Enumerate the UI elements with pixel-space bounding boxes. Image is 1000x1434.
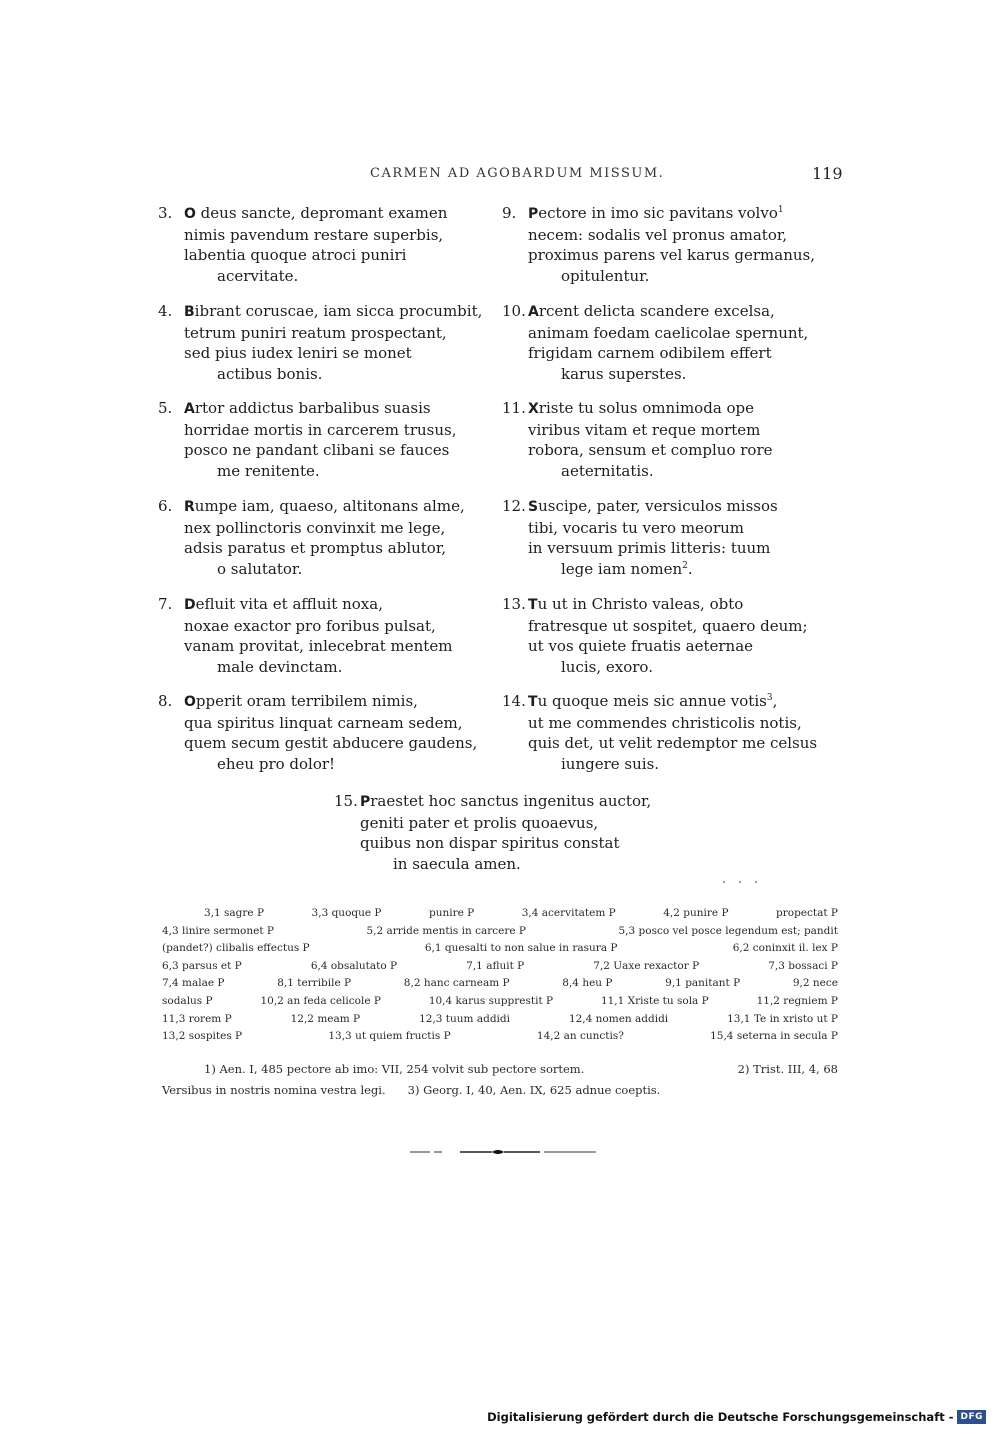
- apparatus-entry: 6,3 parsus et P: [162, 959, 242, 972]
- verse-line: [184, 245, 447, 266]
- verse-line: [184, 225, 447, 246]
- verse-line: [184, 713, 477, 734]
- verse-line: [184, 691, 477, 713]
- verse-text: ibrant coruscae, iam sicca procumbit,: [194, 302, 483, 320]
- apparatus-row: [162, 923, 838, 941]
- stanza-number: 11.: [502, 399, 526, 417]
- apparatus-entry: 6,4 obsalutato P: [310, 959, 398, 972]
- verse-line: [528, 496, 778, 518]
- apparatus-entry: 3,4 acervitatem P: [521, 907, 616, 919]
- verse-text: deus sancte, depromant examen: [195, 204, 448, 222]
- verse-text: u ut in Christo valeas, obto: [537, 595, 744, 613]
- stanza-15: [334, 791, 652, 874]
- critical-apparatus: [162, 905, 838, 1046]
- verse-text: adsis paratus et promptus ablutor,: [184, 539, 447, 558]
- verse-line: [184, 616, 452, 637]
- apparatus-entry: propectat P: [776, 907, 838, 919]
- apparatus-entry: 12,3 tuum addidi: [419, 1012, 510, 1025]
- initial-letter: A: [184, 401, 195, 417]
- stanza-9: [502, 203, 815, 286]
- apparatus-entry: 5,2 arride mentis in carcere P: [366, 924, 526, 937]
- apparatus-entry: 8,2 hanc carneam P: [403, 977, 510, 990]
- stanza-number: 7.: [158, 595, 173, 613]
- apparatus-row: [162, 1028, 838, 1046]
- verse-text: frigidam carnem odibilem effert: [528, 344, 772, 363]
- verse-text: ectore in imo sic pavitans volvo: [538, 204, 778, 222]
- footnote-row: [162, 1059, 838, 1080]
- verse-line: [360, 833, 651, 854]
- verse-line: [528, 364, 808, 385]
- stanza-number: 12.: [502, 497, 526, 515]
- apparatus-entry: 3,3 quoque P: [311, 907, 382, 919]
- spacer-dots: [720, 878, 760, 886]
- footnote-ref: 3: [766, 693, 773, 703]
- stanza-number: 3.: [158, 204, 173, 222]
- verse-line: [528, 733, 817, 754]
- apparatus-entry: 7,1 afluit P: [466, 959, 525, 972]
- verse-line: [184, 364, 482, 385]
- verse-line: [184, 343, 482, 364]
- verse-text: quem secum gestit abducere gaudens,: [184, 734, 478, 753]
- verse-text: actibus bonis.: [217, 364, 323, 383]
- verse-text: uscipe, pater, versiculos missos: [538, 497, 778, 515]
- verse-line: [528, 225, 815, 246]
- apparatus-entry: 5,3 posco vel posce legendum est; pandit: [618, 924, 838, 937]
- verse-line: [528, 461, 773, 482]
- verse-line: [184, 496, 465, 518]
- verse-line: [528, 266, 815, 287]
- stanza-12: [502, 496, 778, 579]
- apparatus-entry: sodalus P: [162, 994, 213, 1007]
- apparatus-entry: punire P: [429, 907, 475, 919]
- verse-text: male devinctam.: [217, 657, 343, 676]
- footnote-text: 1) Aen. I, 485 pectore ab imo: VII, 254 volvit sub pectore sortem.: [204, 1062, 585, 1076]
- verse-line: [184, 559, 465, 580]
- stanza-number: 4.: [158, 302, 173, 320]
- verse-text: necem: sodalis vel pronus amator,: [528, 225, 788, 244]
- page-number: 119: [812, 164, 843, 183]
- apparatus-entry: 7,4 malae P: [162, 977, 225, 990]
- stanza-14: [502, 691, 818, 774]
- verse-text: raestet hoc sanctus ingenitus auctor,: [370, 792, 652, 810]
- verse-text: quibus non dispar spiritus constat: [360, 834, 620, 853]
- stanza-number: 9.: [502, 204, 517, 222]
- verse-text: proximus parens vel karus germanus,: [528, 246, 815, 265]
- verse-text: rcent delicta scandere excelsa,: [538, 302, 775, 320]
- apparatus-entry: 15,4 seterna in secula P: [710, 1030, 838, 1043]
- initial-letter: R: [184, 499, 195, 515]
- verse-text: robora, sensum et compluo rore: [528, 441, 773, 460]
- apparatus-entry: 14,2 an cunctis?: [536, 1030, 624, 1043]
- apparatus-entry: (pandet?) clibalis effectus P: [162, 942, 310, 955]
- verse-line: [528, 323, 808, 344]
- verse-text: lucis, exoro.: [561, 657, 653, 676]
- verse-line: [184, 203, 447, 225]
- apparatus-entry: 11,2 regniem P: [756, 994, 838, 1007]
- stanza-number: 14.: [502, 692, 526, 710]
- verse-line: [184, 440, 456, 461]
- verse-text: in versuum primis litteris: tuum: [528, 539, 771, 558]
- apparatus-entry: 4,3 linire sermonet P: [162, 924, 274, 937]
- initial-letter: D: [184, 597, 196, 613]
- verse-text: me renitente.: [217, 461, 320, 480]
- verse-text: lege iam nomen: [561, 559, 683, 578]
- footnote-text: 2) Trist. III, 4, 68: [737, 1062, 838, 1076]
- verse-text: rtor addictus barbalibus suasis: [194, 399, 431, 417]
- apparatus-row: [162, 958, 838, 976]
- verse-text: horridae mortis in carcerem trusus,: [184, 420, 457, 439]
- initial-letter: O: [184, 206, 196, 222]
- verse-line: [528, 343, 808, 364]
- initial-letter: A: [528, 304, 539, 320]
- verse-text: pperit oram terribilem nimis,: [195, 692, 418, 710]
- stanza-4: [158, 301, 483, 384]
- initial-letter: P: [528, 206, 539, 222]
- footnotes: [162, 1059, 838, 1100]
- footnote-text: Versibus in nostris nomina vestra legi.: [162, 1082, 386, 1097]
- initial-letter: B: [184, 304, 195, 320]
- stanza-number: 10.: [502, 302, 526, 320]
- verse-text: u quoque meis sic annue votis: [537, 692, 767, 710]
- verse-text: tetrum puniri reatum prospectant,: [184, 323, 447, 342]
- apparatus-row: [162, 940, 838, 958]
- apparatus-entry: 6,2 coninxit il. lex P: [732, 942, 838, 955]
- verse-line: [528, 301, 808, 323]
- initial-letter: O: [184, 694, 196, 710]
- footnote-ref: 2: [682, 560, 688, 571]
- verse-line: [184, 538, 465, 559]
- verse-text: sed pius iudex leniri se monet: [184, 344, 412, 363]
- verse-line: [528, 518, 778, 539]
- verse-line: [528, 616, 808, 637]
- stanza-11: [502, 398, 773, 481]
- verse-line: [360, 813, 651, 834]
- initial-letter: T: [528, 694, 538, 710]
- apparatus-entry: 13,3 ut quiem fructis P: [328, 1030, 451, 1043]
- verse-line: [184, 636, 452, 657]
- verse-text: quis det, ut velit redemptor me celsus: [528, 734, 818, 753]
- verse-line: [528, 538, 778, 559]
- verse-line: [528, 754, 817, 775]
- verse-line: [528, 594, 808, 616]
- verse-line: lege iam nomen$^2$.: [561, 559, 693, 578]
- verse-line: [184, 398, 456, 420]
- verse-text: nimis pavendum restare superbis,: [184, 225, 444, 244]
- verse-line: [528, 657, 808, 678]
- verse-text: labentia quoque atroci puniri: [184, 246, 407, 265]
- stanza-number: 15.: [334, 792, 358, 810]
- verse-line: [184, 594, 452, 616]
- verse-text: o salutator.: [217, 559, 303, 578]
- apparatus-entry: 3,1 sagre P: [204, 907, 265, 919]
- verse-text: iungere suis.: [561, 754, 660, 773]
- initial-letter: T: [528, 597, 538, 613]
- funding-footer: [487, 1410, 986, 1424]
- ornament-divider: [410, 1146, 596, 1158]
- verse-line: [528, 203, 815, 225]
- funding-note: Digitalisierung gefördert durch die Deutsche Forschungsgemeinschaft -: [487, 1410, 954, 1424]
- stanza-5: [158, 398, 457, 481]
- stanza-7: [158, 594, 453, 677]
- initial-letter: P: [360, 794, 371, 810]
- apparatus-entry: 8,4 heu P: [562, 977, 613, 990]
- verse-text: fratresque ut sospitet, quaero deum;: [528, 616, 808, 635]
- apparatus-entry: 6,1 quesalti to non salue in rasura P: [424, 942, 618, 955]
- apparatus-entry: 12,4 nomen addidi: [568, 1012, 669, 1025]
- verse-line: [184, 301, 482, 323]
- verse-text: noxae exactor pro foribus pulsat,: [184, 616, 436, 635]
- verse-line: [184, 518, 465, 539]
- apparatus-entry: 7,3 bossaci P: [768, 959, 838, 972]
- stanza-number: 13.: [502, 595, 526, 613]
- footnote-text: 3) Georg. I, 40, Aen. IX, 625 adnue coeptis.: [407, 1082, 661, 1097]
- verse-line: Tu quoque meis sic annue votis$^3$,: [528, 692, 778, 710]
- stanza-number: 6.: [158, 497, 173, 515]
- apparatus-entry: 10,2 an feda celicole P: [260, 994, 381, 1007]
- stanza-13: [502, 594, 808, 677]
- apparatus-entry: 12,2 meam P: [290, 1012, 361, 1025]
- apparatus-entry: 4,2 punire P: [663, 907, 729, 919]
- verse-text: in saecula amen.: [393, 854, 521, 873]
- verse-text: nex pollinctoris convinxit me lege,: [184, 518, 446, 537]
- verse-text: vanam provitat, inlecebrat mentem: [184, 637, 453, 656]
- verse-text: posco ne pandant clibani se fauces: [184, 441, 450, 460]
- stanza-number: 8.: [158, 692, 173, 710]
- apparatus-entry: 8,1 terribile P: [277, 977, 352, 990]
- footnote-row: [162, 1080, 838, 1101]
- apparatus-row: [162, 905, 838, 923]
- apparatus-entry: 13,2 sospites P: [162, 1030, 243, 1043]
- verse-line: [528, 440, 773, 461]
- stanza-6: [158, 496, 465, 579]
- verse-text: animam foedam caelicolae spernunt,: [528, 323, 809, 342]
- verse-line: [528, 636, 808, 657]
- verse-line: [184, 733, 477, 754]
- verse-line: [360, 791, 651, 813]
- verse-line: [528, 245, 815, 266]
- apparatus-entry: 13,1 Te in xristo ut P: [727, 1012, 838, 1025]
- verse-text: viribus vitam et reque mortem: [528, 420, 761, 439]
- verse-text: ut vos quiete fruatis aeternae: [528, 637, 754, 656]
- initial-letter: S: [528, 499, 539, 515]
- running-title: CARMEN AD AGOBARDUM MISSUM.: [370, 166, 665, 181]
- verse-text: eheu pro dolor!: [217, 754, 336, 773]
- verse-line: [184, 657, 452, 678]
- apparatus-entry: 9,1 panitant P: [665, 977, 741, 990]
- verse-text: geniti pater et prolis quoaevus,: [360, 813, 599, 832]
- stanza-10: [502, 301, 809, 384]
- verse-text: aeternitatis.: [561, 461, 654, 480]
- verse-line: [184, 461, 456, 482]
- verse-line: [184, 323, 482, 344]
- verse-text: ut me commendes christicolis notis,: [528, 713, 802, 732]
- stanza-3: [158, 203, 448, 286]
- apparatus-entry: 9,2 nece: [792, 977, 838, 990]
- verse-line: [528, 420, 773, 441]
- initial-letter: X: [528, 401, 539, 417]
- verse-line: [184, 420, 456, 441]
- verse-text: tibi, vocaris tu vero meorum: [528, 518, 745, 537]
- verse-text: riste tu solus omnimoda ope: [538, 399, 755, 417]
- verse-line: [184, 266, 447, 287]
- apparatus-entry: 7,2 Uaxe rexactor P: [593, 959, 700, 972]
- verse-line: [528, 713, 817, 734]
- verse-text: umpe iam, quaeso, altitonans alme,: [194, 497, 465, 515]
- stanza-number: 5.: [158, 399, 173, 417]
- apparatus-row: [162, 1011, 838, 1029]
- apparatus-row: [162, 993, 838, 1011]
- apparatus-row: [162, 975, 838, 993]
- verse-text: efluit vita et affluit noxa,: [195, 595, 383, 613]
- verse-line: [528, 398, 773, 420]
- verse-text: karus superstes.: [561, 364, 687, 383]
- verse-text: opitulentur.: [561, 266, 650, 285]
- verse-line: [184, 754, 477, 775]
- stanza-8: [158, 691, 478, 774]
- apparatus-entry: 11,1 Xriste tu sola P: [600, 994, 709, 1007]
- apparatus-entry: 10,4 karus supprestit P: [428, 994, 554, 1007]
- footnote-ref: 1: [777, 205, 784, 215]
- apparatus-entry: 11,3 rorem P: [162, 1012, 232, 1025]
- verse-line: [360, 854, 651, 875]
- dfg-logo: DFG: [957, 1410, 986, 1424]
- verse-text: acervitate.: [217, 266, 299, 285]
- verse-text: qua spiritus linquat carneam sedem,: [184, 713, 463, 732]
